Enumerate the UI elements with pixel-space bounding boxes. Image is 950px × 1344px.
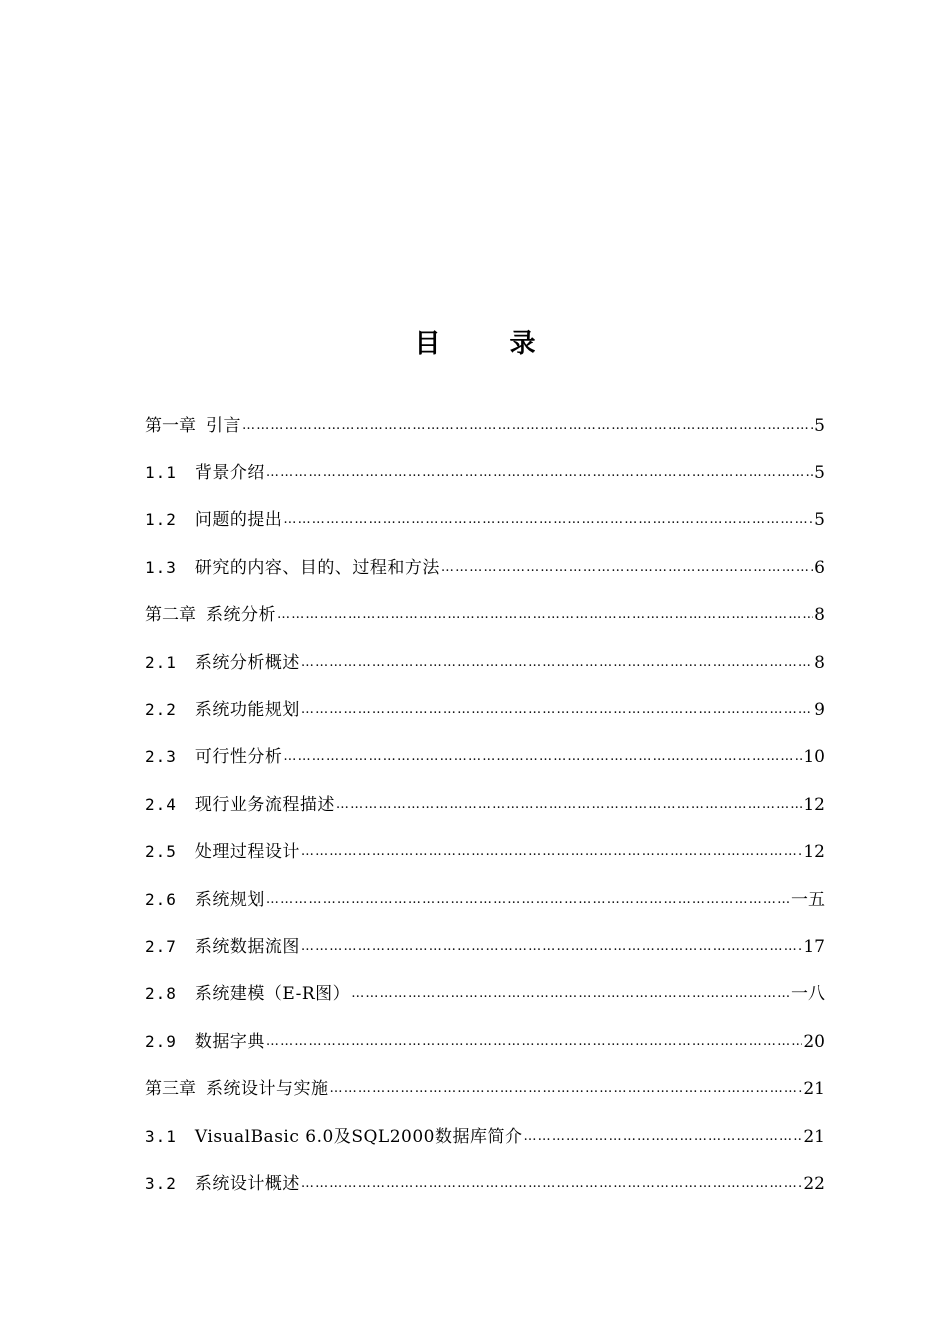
toc-section-number: 2.6 xyxy=(145,889,177,909)
toc-page-number: 21 xyxy=(803,1126,825,1147)
toc-section-number: 2.3 xyxy=(145,747,177,767)
toc-page-number: 8 xyxy=(814,605,825,626)
toc-entry-3-1[interactable] xyxy=(145,1113,825,1160)
toc-leader-dots xyxy=(441,553,813,583)
toc-section-number: 2.7 xyxy=(145,936,177,956)
table-of-contents xyxy=(145,402,825,1208)
toc-section-number: 2.9 xyxy=(145,1031,177,1051)
toc-leader-dots xyxy=(266,1027,802,1057)
toc-entry-label: 数据字典 xyxy=(194,1031,265,1052)
toc-page-number: 10 xyxy=(803,747,825,768)
toc-page-number: 17 xyxy=(803,936,825,957)
toc-section-number: 2.4 xyxy=(145,794,177,814)
toc-leader-dots xyxy=(266,885,790,915)
toc-entry-2-7[interactable] xyxy=(145,923,825,970)
toc-entry-2-9[interactable] xyxy=(145,1018,825,1065)
toc-entry-label: 系统分析概述 xyxy=(194,652,300,673)
toc-leader-dots xyxy=(283,505,813,535)
toc-page-number: 8 xyxy=(814,652,825,673)
toc-page-number: 9 xyxy=(814,700,825,721)
toc-entry-2-4[interactable] xyxy=(145,781,825,828)
toc-entry-2-5[interactable] xyxy=(145,829,825,876)
toc-entry-chapter-2[interactable] xyxy=(145,592,825,639)
toc-entry-chapter-1[interactable] xyxy=(145,402,825,449)
toc-chapter-number: 第三章 xyxy=(145,1079,196,1100)
toc-section-number: 1.1 xyxy=(145,463,177,483)
toc-section-number: 2.1 xyxy=(145,652,177,672)
toc-leader-dots xyxy=(336,790,802,820)
toc-entry-label: 可行性分析 xyxy=(194,747,283,768)
toc-leader-dots xyxy=(277,600,813,630)
toc-leader-dots xyxy=(330,1074,803,1104)
toc-page-number: 5 xyxy=(814,510,825,531)
toc-page-number: 12 xyxy=(803,842,825,863)
toc-section-number: 1.3 xyxy=(145,557,177,577)
toc-entry-label: VisualBasic 6.0及SQL2000数据库简介 xyxy=(194,1126,523,1147)
toc-entry-2-3[interactable] xyxy=(145,734,825,781)
toc-entry-1-2[interactable] xyxy=(145,497,825,544)
toc-section-number: 3.1 xyxy=(145,1126,177,1146)
toc-section-number: 1.2 xyxy=(145,510,177,530)
toc-entry-2-1[interactable] xyxy=(145,639,825,686)
toc-entry-label: 系统数据流图 xyxy=(194,936,300,957)
toc-chapter-number: 第一章 xyxy=(145,415,196,436)
toc-section-number: 2.2 xyxy=(145,700,177,720)
toc-entry-label: 研究的内容、目的、过程和方法 xyxy=(194,557,440,578)
toc-entry-label: 现行业务流程描述 xyxy=(194,794,335,815)
toc-entry-1-1[interactable] xyxy=(145,449,825,496)
toc-entry-label: 系统建模（E-R图） xyxy=(194,984,351,1005)
toc-page-number: 5 xyxy=(814,415,825,436)
toc-leader-dots xyxy=(351,979,790,1009)
toc-page-number: 6 xyxy=(814,557,825,578)
toc-entry-label: 处理过程设计 xyxy=(194,842,300,863)
toc-entry-label: 系统设计与实施 xyxy=(206,1079,329,1100)
toc-entry-label: 引言 xyxy=(206,415,241,436)
toc-entry-1-3[interactable] xyxy=(145,544,825,591)
toc-entry-label: 系统功能规划 xyxy=(194,700,300,721)
toc-page-number: 22 xyxy=(803,1173,825,1194)
toc-leader-dots xyxy=(301,695,813,725)
toc-section-number: 2.8 xyxy=(145,984,177,1004)
toc-leader-dots xyxy=(301,1169,802,1199)
toc-leader-dots xyxy=(301,932,802,962)
toc-entry-2-6[interactable] xyxy=(145,876,825,923)
toc-entry-label: 背景介绍 xyxy=(194,463,265,484)
toc-page-number: 一五 xyxy=(791,889,825,910)
toc-entry-3-2[interactable] xyxy=(145,1160,825,1207)
toc-leader-dots xyxy=(301,837,802,867)
toc-section-number: 2.5 xyxy=(145,842,177,862)
toc-entry-label: 问题的提出 xyxy=(194,510,283,531)
toc-leader-dots xyxy=(242,411,813,441)
toc-leader-dots xyxy=(266,458,813,488)
toc-entry-2-8[interactable] xyxy=(145,971,825,1018)
toc-page-number: 一八 xyxy=(791,984,825,1005)
toc-entry-chapter-3[interactable] xyxy=(145,1065,825,1112)
toc-section-number: 3.2 xyxy=(145,1173,177,1193)
toc-page-number: 5 xyxy=(814,463,825,484)
toc-entry-2-2[interactable] xyxy=(145,686,825,733)
toc-entry-label: 系统设计概述 xyxy=(194,1173,300,1194)
toc-leader-dots xyxy=(283,742,802,772)
toc-chapter-number: 第二章 xyxy=(145,605,196,626)
toc-entry-label: 系统分析 xyxy=(206,605,276,626)
toc-leader-dots xyxy=(523,1122,802,1152)
toc-entry-label: 系统规划 xyxy=(194,889,265,910)
page-title: 目 录 xyxy=(414,329,566,359)
toc-page-number: 20 xyxy=(803,1031,825,1052)
toc-leader-dots xyxy=(301,648,813,678)
toc-page-number: 12 xyxy=(803,794,825,815)
toc-page-number: 21 xyxy=(803,1079,825,1100)
